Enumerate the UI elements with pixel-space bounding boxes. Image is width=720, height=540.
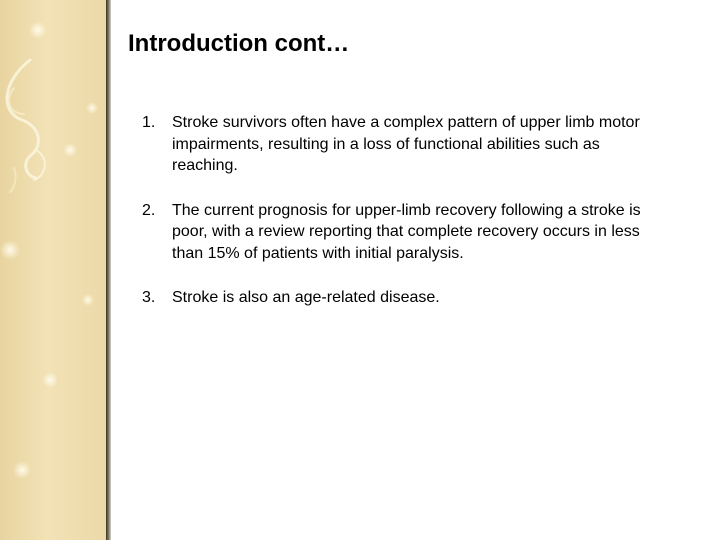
sidebar-divider [106, 0, 111, 540]
list-item-text: The current prognosis for upper-limb recovery following a stroke is poor, with a review reporting that complete recovery occurs in less than 15% of patients with initial paralysis. [172, 201, 641, 262]
list-item-number: 3. [142, 289, 156, 306]
list-item [142, 112, 662, 177]
list-item-text: Stroke survivors often have a complex pattern of upper limb motor impairments, resulting in a loss of functional abilities such as reaching. [172, 114, 640, 174]
list-item [142, 287, 662, 309]
swirl-ornament-icon [0, 0, 106, 540]
list-item-number: 1. [142, 114, 156, 131]
decorative-sidebar [0, 0, 106, 540]
list-item-number: 2. [142, 201, 156, 219]
bullet-list [142, 112, 662, 332]
list-item-text: Stroke is also an age-related disease. [172, 289, 440, 306]
list-item [142, 200, 662, 265]
slide-title: Introduction cont… [128, 30, 350, 57]
